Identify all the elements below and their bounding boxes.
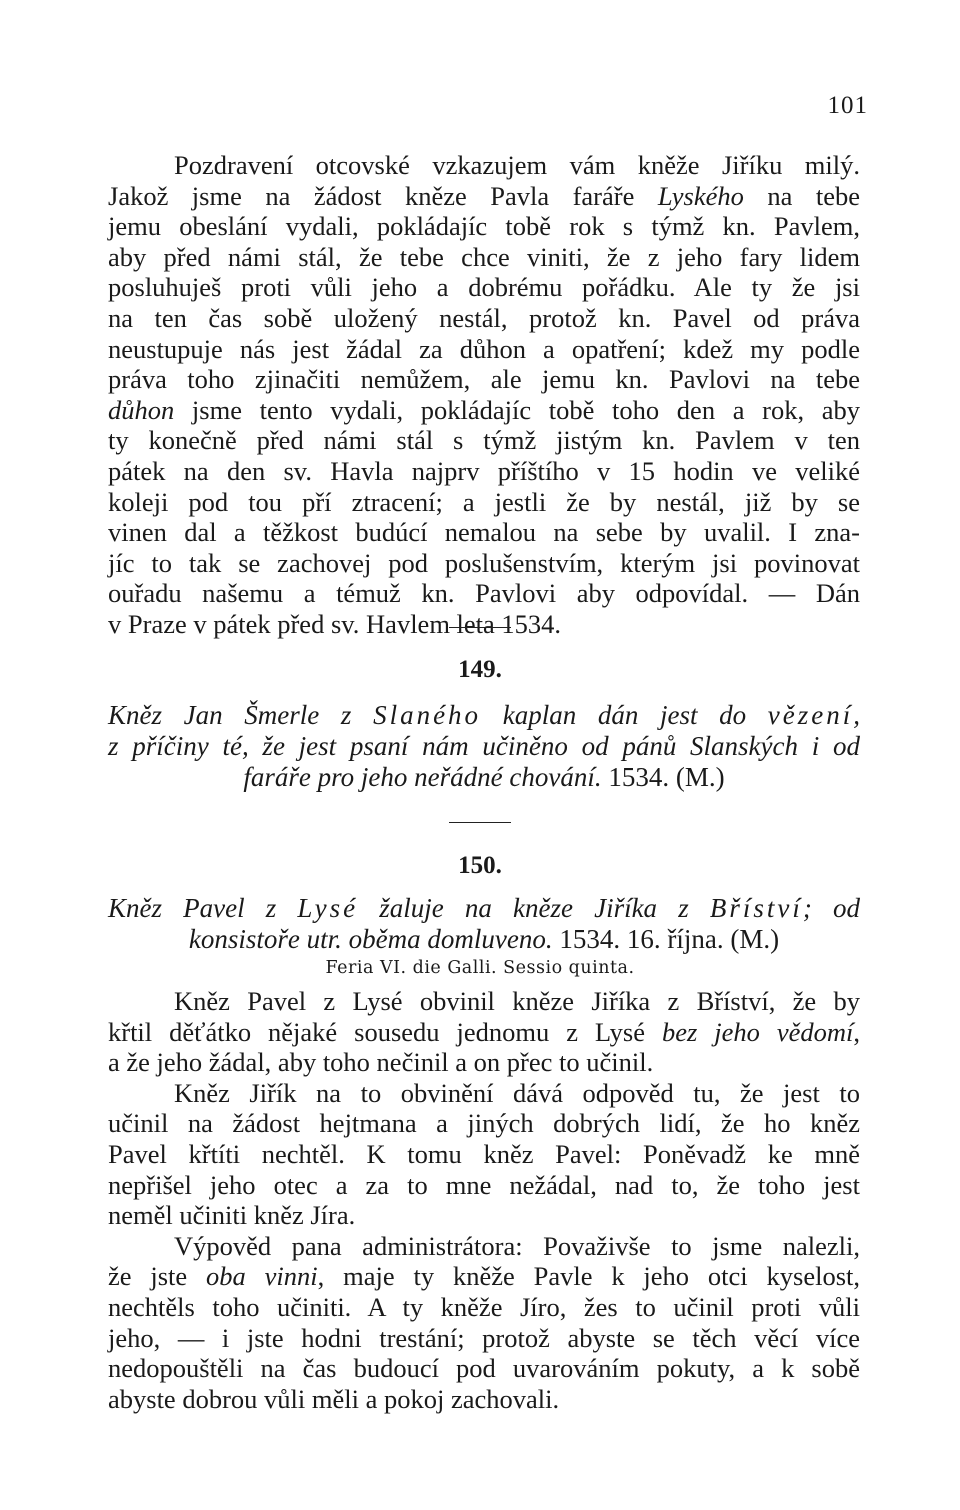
- text-line: ty konečně před námi stál s týmž jistým kn. Pavlem v ten: [108, 425, 860, 456]
- text-line: abyste dobrou vůli měli a pokoj zachovali.: [108, 1383, 560, 1414]
- text-line: jeho, — i jste hodni trestání; protož abyste se těch věcí více: [108, 1322, 860, 1353]
- heading-line: z příčiny té, že jest psaní nám učiněno od pánů Slanských i od: [108, 731, 860, 761]
- heading-line: Kněz Jan Šmerle z Slaného kaplan dán jest do vězení,: [108, 700, 860, 730]
- text-line: posluhuješ proti vůli jeho a dobrému pořádku. Ale ty že jsi: [108, 272, 860, 303]
- text-line: nechtěls toho učiniti. A ty kněže Jíro, žes to učinil proti vůli: [108, 1291, 860, 1322]
- text-line: ouřadu našemu a témuž kn. Pavlovi aby odpovídal. — Dán: [108, 578, 860, 609]
- text-line: neustupuje nás jest žádal za důhon a opatření; kdež my podle: [108, 333, 860, 364]
- text-line: jíc to tak se zachovej pod poslušenstvím, kterým jsi povinovat: [108, 547, 860, 578]
- text-line: pátek na den sv. Havla najprv příštího v 15 hodin ve veliké: [108, 455, 860, 486]
- entry-heading: [108, 700, 860, 793]
- page-number: 101: [827, 92, 868, 119]
- heading-line: Kněz Pavel z Lysé žaluje na kněze Jiříka z Bříství; od: [108, 893, 860, 923]
- text-line: Pavel křtíti nechtěl. K tomu kněz Pavel: Poněvadž ke mně: [108, 1138, 860, 1169]
- text-line: nepřišel jeho otec a za to mne nežádal, nad to, že toho jest: [108, 1169, 860, 1200]
- entry-heading: [108, 893, 860, 955]
- text-line: Pozdravení otcovské vzkazujem vám kněže Jiříku milý.: [174, 150, 860, 180]
- section-divider: [449, 822, 511, 823]
- text-line: neměl učiniti kněz Jíra.: [108, 1200, 356, 1231]
- text-line: Kněz Pavel z Lysé obvinil kněze Jiříka z Bříství, že by: [174, 986, 860, 1016]
- text-line: v Praze v pátek před sv. Havlem leta 1534.: [108, 608, 562, 639]
- text-line: Výpověd pana administrátora: Považivše to jsme nalezli,: [174, 1230, 860, 1261]
- text-line: důhon jsme tento vydali, pokládajíc tobě toho den a rok, aby: [108, 394, 860, 425]
- text-line: Kněz Jiřík na to obvinění dává odpověd tu, že jest to: [174, 1077, 860, 1108]
- text-line: a že jeho žádal, aby toho nečinil a on přec to učinil.: [108, 1047, 654, 1078]
- entry-body: [108, 986, 860, 1414]
- text-line: učinil na žádost hejtmana a jiných dobrých lidí, že ho kněz: [108, 1108, 860, 1139]
- heading-line: konsistoře utr. oběma domluveno. 1534. 16. října. (M.): [188, 924, 780, 954]
- text-line: Jakož jsme na žádost kněze Pavla faráře Lyského na tebe: [108, 180, 860, 211]
- text-line: že jste oba vinni, maje ty kněže Pavle k jeho otci kyselost,: [108, 1261, 860, 1292]
- text-line: aby před námi stál, že tebe chce viniti, že z jeho fary lidem: [108, 241, 860, 272]
- text-line: koleji pod tou pří ztracení; a jestli že by nestál, již by se: [108, 486, 860, 517]
- text-line: vinen dal a těžkost budúcí nemalou na sebe by uvalil. I zna-: [108, 517, 860, 548]
- text-line: na ten čas sobě uložený nestál, protož kn. Pavel od práva: [108, 302, 860, 333]
- intro-text: [108, 150, 860, 640]
- text-line: křtil děťátko nějaké sousedu jednomu z Lysé bez jeho vědomí,: [108, 1016, 860, 1047]
- text-line: práva toho zjinačiti nemůžem, ale jemu kn. Pavlovi na tebe: [108, 364, 860, 395]
- text-line: jemu obeslání vydali, pokládajíc tobě rok s týmž kn. Pavlem,: [108, 211, 860, 242]
- section-divider: [449, 627, 511, 628]
- session-note: Feria VI. die Galli. Sessio quinta.: [325, 958, 635, 978]
- heading-line: faráře pro jeho neřádné chování. 1534. (M.): [243, 762, 725, 792]
- entry-number: 149.: [458, 656, 502, 683]
- text-line: nedopouštěli na čas budoucí pod uvarováním pokuty, a k sobě: [108, 1353, 860, 1384]
- entry-number: 150.: [458, 852, 502, 879]
